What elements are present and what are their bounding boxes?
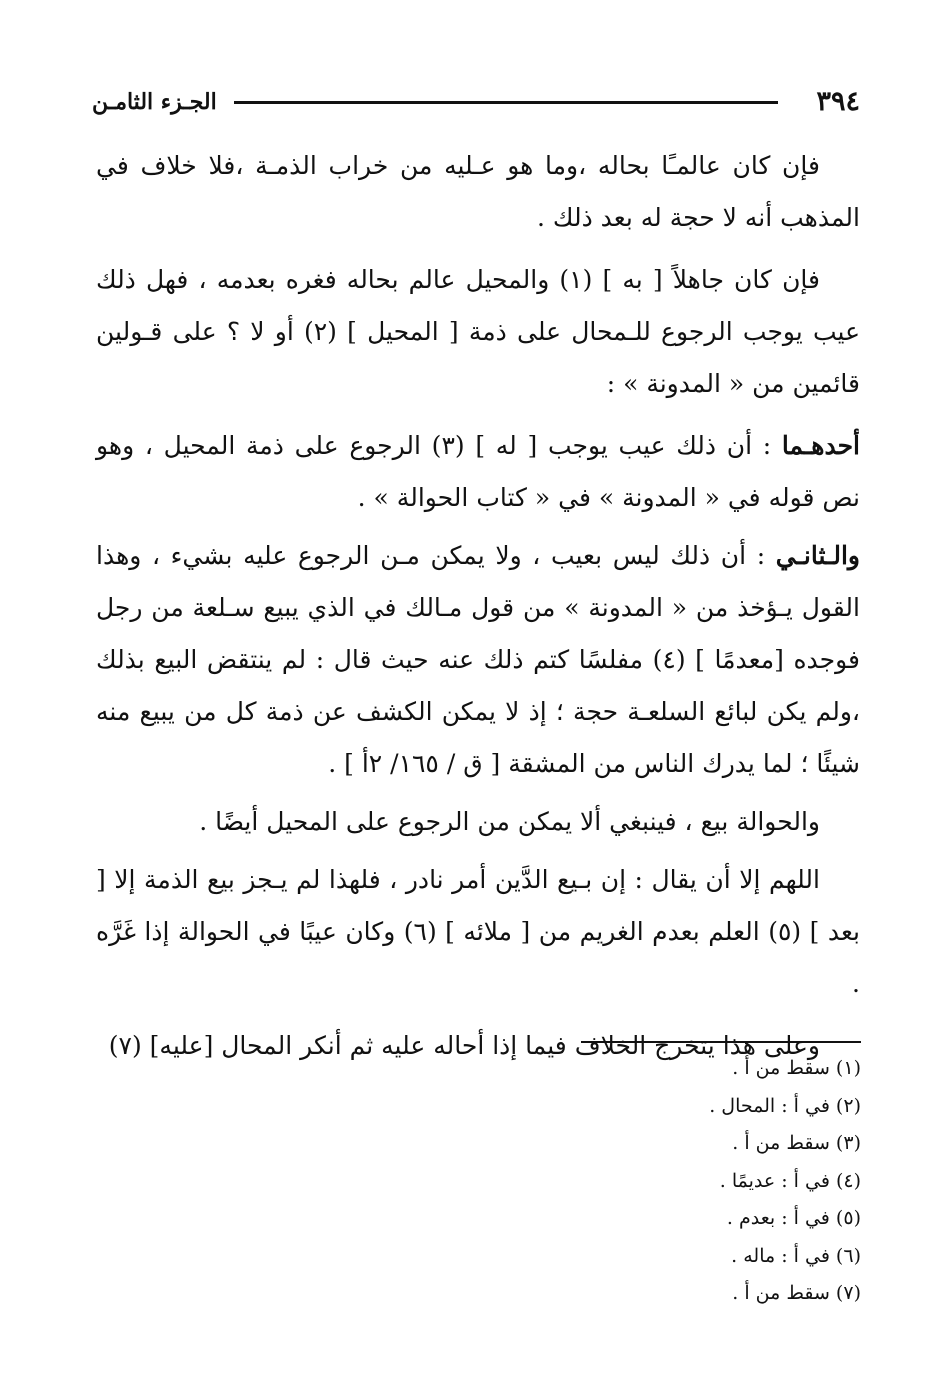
footnote-rule: [581, 1041, 861, 1043]
footnote: (١) سقط من أ .: [732, 1057, 861, 1079]
paragraph-2: فإن كان جاهلاً [ به ] (١) والمحيل عالم بحاله فغره بعدمه ، فهل ذلك عيب يوجب الرجوع للـمحال على ذمة [ المحيل ] (٢) أو لا ؟ على قـولين قائمين من « المدونة » :: [96, 265, 860, 398]
paragraph-4-lead: والـثانـي: [775, 541, 860, 570]
paragraph-1: فإن كان عالمـًا بحاله ،وما هو عـليه من خراب الذمـة ،فلا خلاف في المذهب أنه لا حجة له بعد ذلك .: [96, 151, 860, 232]
paragraph-4: [96, 530, 860, 790]
paragraph-7: وعلى هذا يتخرج الخلاف فيما إذا أحاله عليه ثم أنكر المحال [عليه] (٧): [108, 1031, 820, 1060]
paragraph-5: والحوالة بيع ، فينبغي ألا يمكن من الرجوع على المحيل أيضًا .: [199, 807, 820, 836]
paragraph-3-lead: أحدهـما: [781, 431, 860, 460]
footnote: (٢) في أ : المحال .: [709, 1094, 861, 1117]
footnote: (٣) سقط من أ .: [732, 1132, 861, 1154]
footnote: (٧) سقط من أ .: [732, 1282, 861, 1304]
paragraph-4-text: : أن ذلك ليس بعيب ، ولا يمكن مـن الرجوع عليه بشيء ، وهذا القول يـؤخذ من « المدونة » من قول مـالك في الذي يبيع سـلعة من رجل فوجده [معدمًا ] (٤) مفلسًا كتم ذلك عنه حيث قال : لم ينتقض البيع بذلك ،ولم يكن لبائع السلعـة حجة ؛ إذ لا يمكن الكشف عن ذمة كل من يبيع منه شيئًا ؛ لما يدرك الناس من المشقة [ ق / ١٦٥/ ٢أ ] .: [96, 541, 860, 778]
footnote: (٦) في أ : ماله .: [731, 1244, 861, 1267]
paragraph-3: [96, 420, 860, 524]
paragraph-3-text: : أن ذلك عيب يوجب [ له ] (٣) الرجوع على ذمة المحيل ، وهو نص قوله في « المدونة » في « كتاب الحوالة » .: [96, 431, 860, 512]
page-header: [92, 82, 860, 122]
running-title: الجـزء الثامـن: [92, 89, 217, 115]
header-rule: [234, 101, 778, 104]
footnotes: [461, 1050, 861, 1313]
footnote: (٥) في أ : بعدم .: [726, 1207, 861, 1229]
paragraph-6: اللهم إلا أن يقال : إن بـيع الدَّين أمر نادر ، فلهذا لم يـجز بيع الذمة إلا [ بعد ] (٥) العلم بعدم الغريم من [ ملائه ] (٦) وكان عيبًا في الحوالة إذا غَرَّه .: [96, 865, 860, 998]
body-text: [96, 140, 860, 1072]
footnote: (٤) في أ : عديمًا .: [719, 1169, 861, 1192]
page-number: ٣٩٤: [816, 86, 860, 117]
